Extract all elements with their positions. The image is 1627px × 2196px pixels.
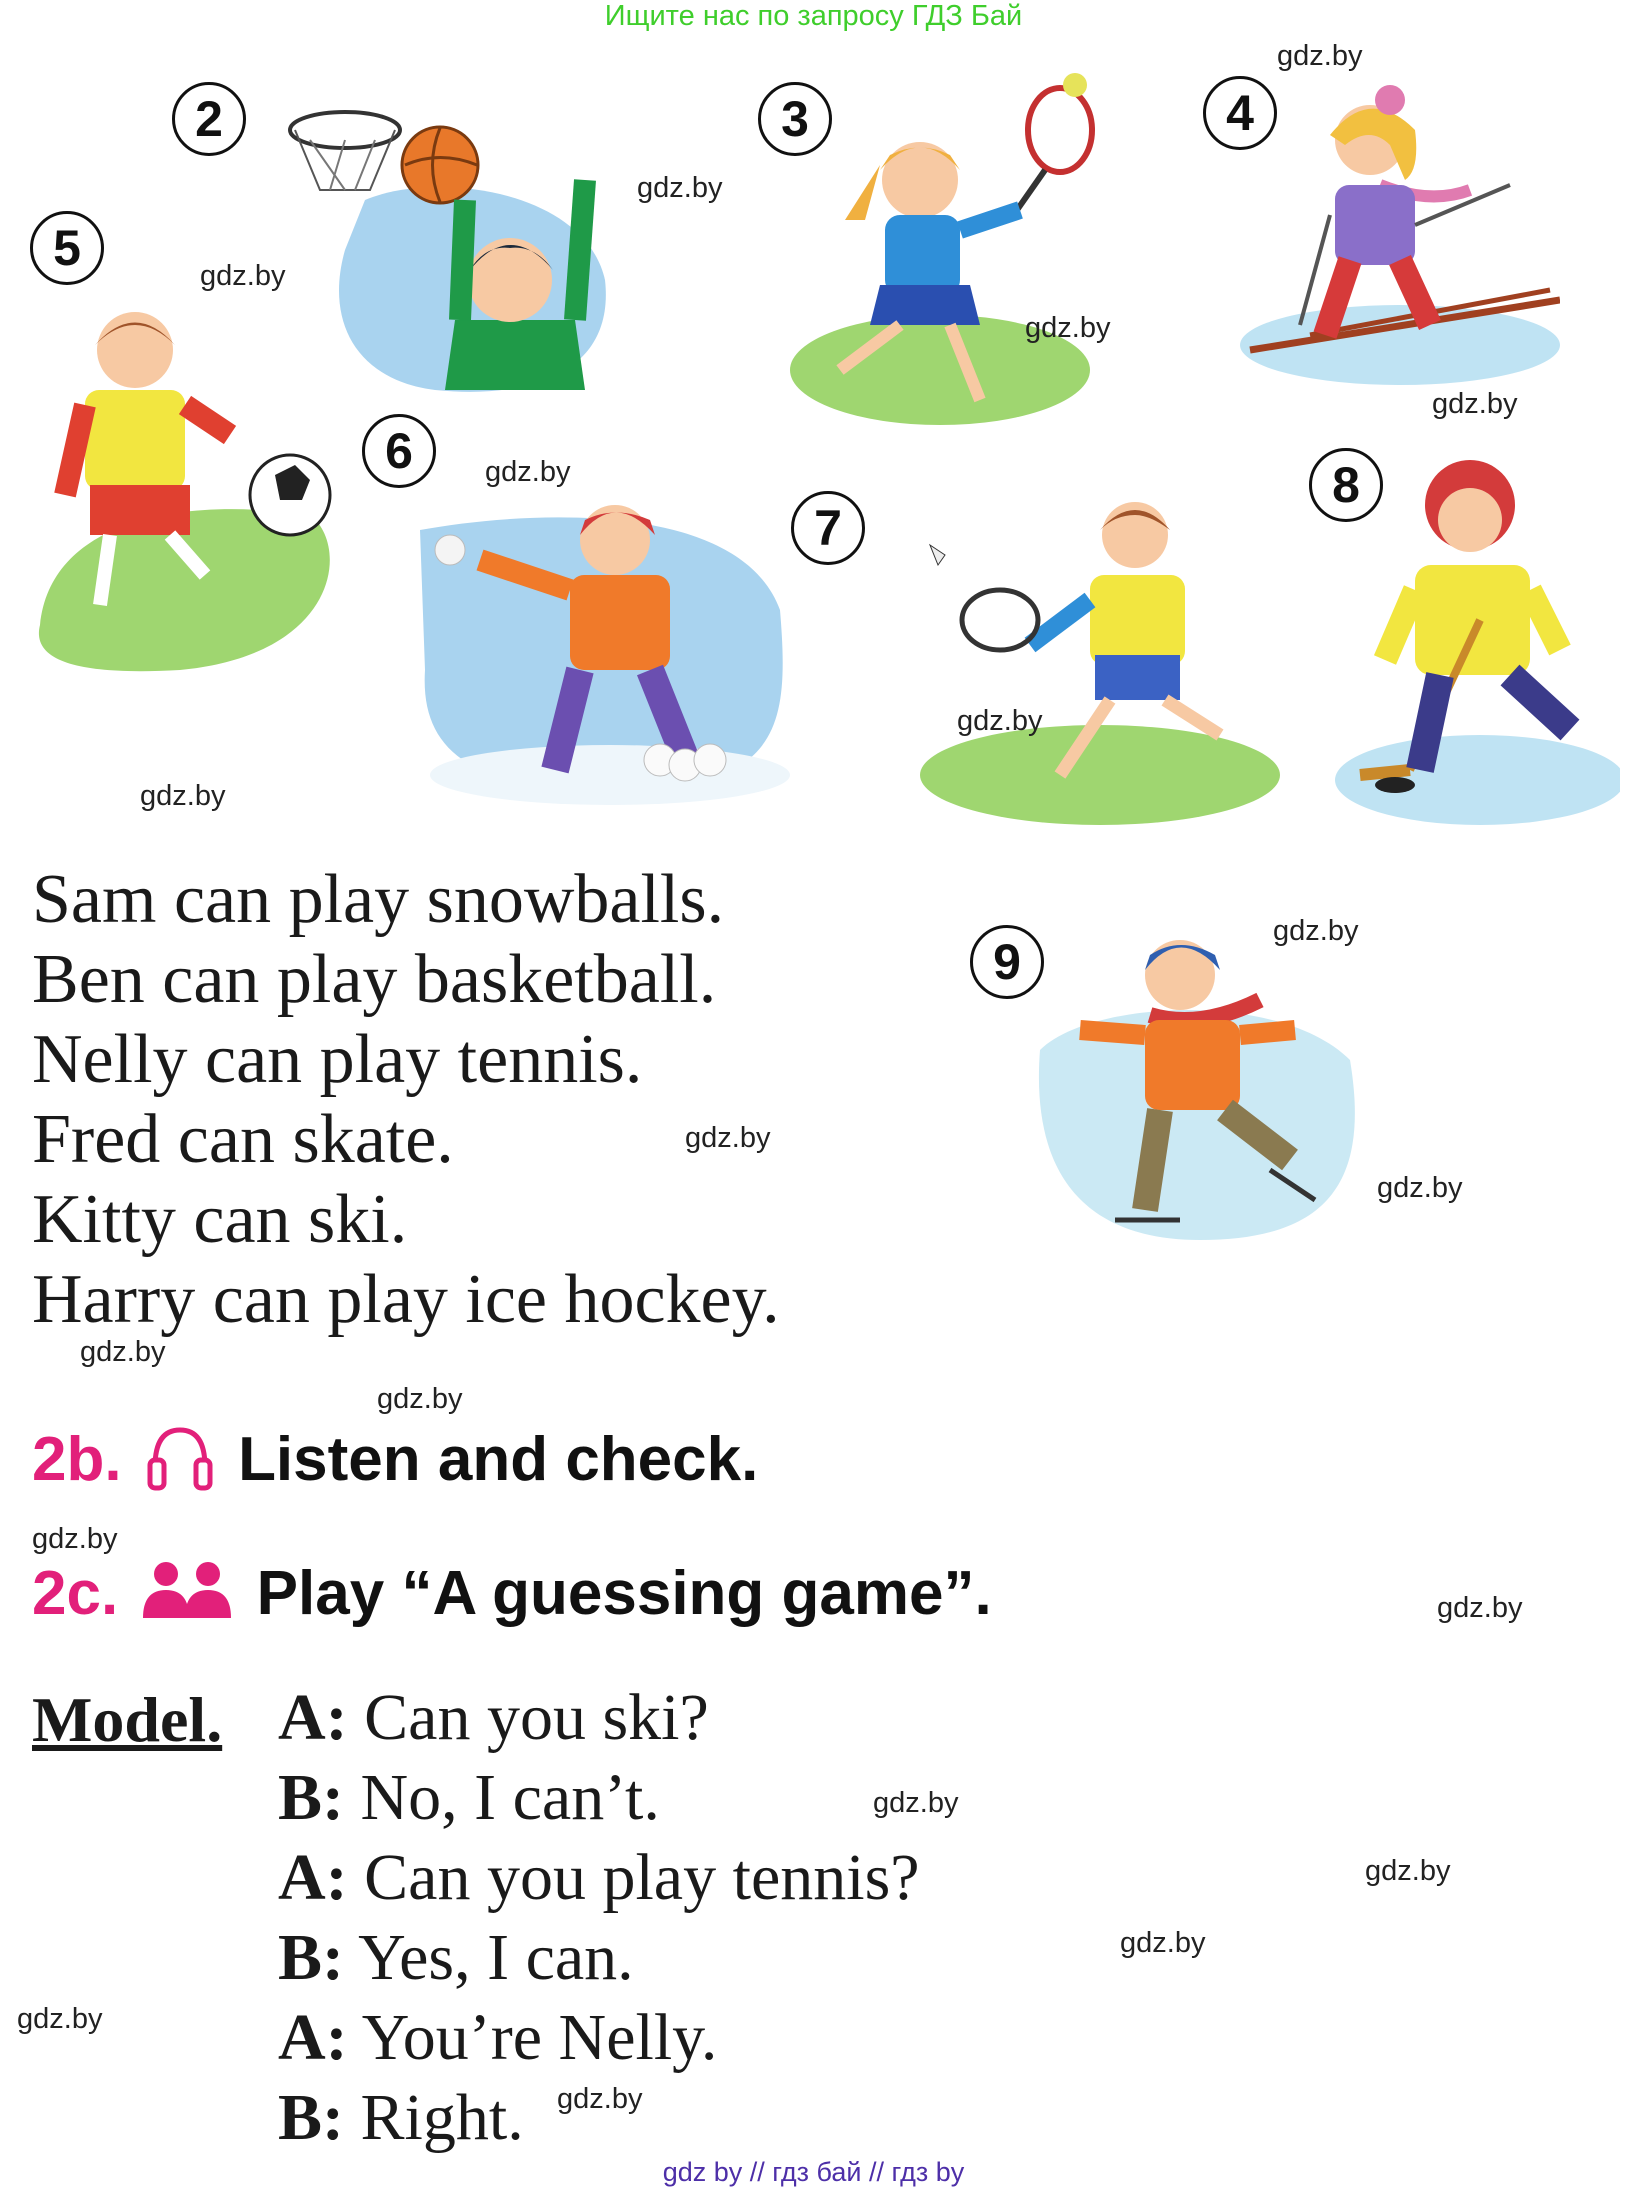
watermark: gdz.by	[32, 1523, 118, 1555]
speaker: B:	[278, 1761, 344, 1834]
watermark: gdz.by	[637, 172, 723, 204]
watermark: gdz.by	[1365, 1855, 1451, 1887]
sentence-list	[32, 860, 780, 1340]
task-number: 2c.	[32, 1559, 119, 1628]
picture-number-6: 6	[362, 414, 436, 488]
snowball-boy-illustration	[410, 490, 790, 810]
line-text: Can you play tennis?	[364, 1841, 920, 1914]
speaker: B:	[278, 1921, 344, 1994]
header-link[interactable]: Ищите нас по запросу ГДЗ Бай	[604, 0, 1023, 32]
task-2b	[32, 1422, 758, 1495]
watermark: gdz.by	[485, 456, 571, 488]
watermark: gdz.by	[1277, 40, 1363, 72]
speaker: A:	[278, 1681, 348, 1754]
dialogue-line	[278, 1918, 920, 1998]
football-boy-illustration	[30, 295, 350, 675]
footer-links[interactable]: gdz by // гдз бай // гдз by	[662, 2157, 965, 2187]
headphones-icon	[145, 1422, 215, 1492]
task-number: 2b.	[32, 1425, 122, 1494]
dialogue-line	[278, 1998, 920, 2078]
line-text: No, I can’t.	[360, 1761, 660, 1834]
task-2c	[32, 1558, 992, 1629]
watermark: gdz.by	[1120, 1927, 1206, 1959]
picture-number-2: 2	[172, 82, 246, 156]
picture-number-4: 4	[1203, 76, 1277, 150]
sentence: Kitty can ski.	[32, 1181, 408, 1258]
watermark: gdz.by	[873, 1787, 959, 1819]
badminton-boy-illustration	[890, 495, 1280, 825]
watermark: gdz.by	[17, 2003, 103, 2035]
dialogue-line	[278, 1678, 920, 1758]
sentence: Nelly can play tennis.	[32, 1021, 643, 1098]
sentence: Fred can skate.	[32, 1101, 454, 1178]
watermark: gdz.by	[200, 260, 286, 292]
speaker: B:	[278, 2081, 344, 2154]
model-label: Model.	[32, 1684, 223, 1755]
watermark: gdz.by	[1273, 915, 1359, 947]
skiing-girl-illustration	[1230, 85, 1560, 395]
watermark: gdz.by	[685, 1122, 771, 1154]
picture-number-9: 9	[970, 925, 1044, 999]
watermark: gdz.by	[1025, 312, 1111, 344]
watermark: gdz.by	[957, 705, 1043, 737]
sentence: Harry can play ice hockey.	[32, 1261, 780, 1338]
speaker: A:	[278, 2001, 348, 2074]
dialogue-line	[278, 1838, 920, 1918]
line-text: Yes, I can.	[358, 1921, 634, 1994]
skating-boy-illustration	[1030, 920, 1360, 1250]
pair-work-icon	[141, 1560, 233, 1620]
task-text: Play “A guessing game”.	[256, 1559, 992, 1628]
line-text: Right.	[360, 2081, 524, 2154]
picture-number-3: 3	[758, 82, 832, 156]
watermark: gdz.by	[80, 1336, 166, 1368]
watermark: gdz.by	[140, 780, 226, 812]
picture-number-5: 5	[30, 211, 104, 285]
picture-number-7: 7	[791, 491, 865, 565]
watermark: gdz.by	[557, 2083, 643, 2115]
speaker: A:	[278, 1841, 348, 1914]
watermark: gdz.by	[377, 1383, 463, 1415]
watermark: gdz.by	[1437, 1592, 1523, 1624]
sentence: Ben can play basketball.	[32, 941, 717, 1018]
task-text: Listen and check.	[238, 1425, 759, 1494]
dialogue-line	[278, 1758, 920, 1838]
picture-number-8: 8	[1309, 448, 1383, 522]
line-text: You’re Nelly.	[361, 2001, 718, 2074]
watermark: gdz.by	[1432, 388, 1518, 420]
watermark: gdz.by	[1377, 1172, 1463, 1204]
line-text: Can you ski?	[364, 1681, 709, 1754]
sentence: Sam can play snowballs.	[32, 861, 725, 938]
